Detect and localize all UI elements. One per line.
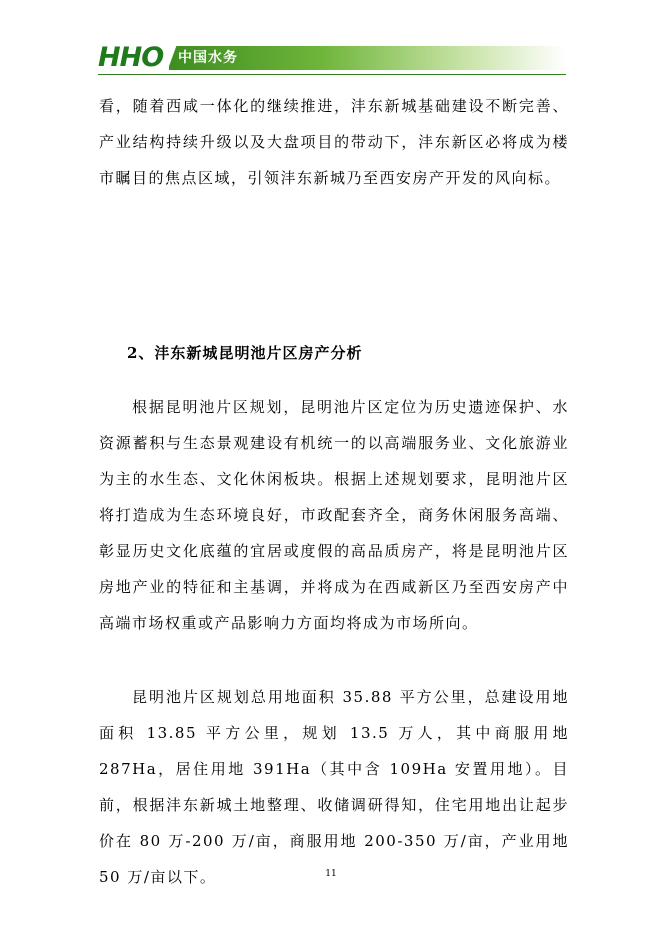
paragraph-continuation: 看，随着西咸一体化的继续推进，沣东新城基础建设不断完善、产业结构持续升级以及大盘项目的带动下，沣东新区必将成为楼市瞩目的焦点区域，引领沣东新城乃至西安房产开发的风向标。 bbox=[99, 97, 569, 187]
header-divider bbox=[98, 74, 566, 75]
page-header bbox=[98, 44, 566, 74]
page-number: 11 bbox=[325, 869, 337, 879]
company-name: 中国水务 bbox=[178, 50, 238, 66]
paragraph-planning: 根据昆明池片区规划，昆明池片区定位为历史遗迹保护、水资源蓄积与生态景观建设有机统一的以高端服务业、文化旅游业为主的水生态、文化休闲板块。根据上述规划要求，昆明池片区将打造成为生态环境良好，市政配套齐全，商务休闲服务高端、彰显历史文化底蕴的宜居或度假的高品质房产，将是昆明池片区房地产业的特征和主基调，并将成为在西咸新区乃至西安房产中高端市场权重或产品影响力方面均将成为市场所向。 bbox=[99, 398, 569, 632]
section-heading: 2、沣东新城昆明池片区房产分析 bbox=[127, 344, 363, 362]
paragraph-land-use: 昆明池片区规划总用地面积 35.88 平方公里，总建设用地面积 13.85 平方公里，规划 13.5 万人，其中商服用地 287Ha，居住用地 391Ha（其中含 109Ha 安置用地）。目前，根据沣东新城土地整理、收储调研得知，住宅用地出让起步价在 80 万-200 万/亩，商服用地 200-350 万/亩，产业用地 50 万/亩以下。 bbox=[99, 688, 569, 886]
company-logo: HHO bbox=[98, 44, 169, 72]
